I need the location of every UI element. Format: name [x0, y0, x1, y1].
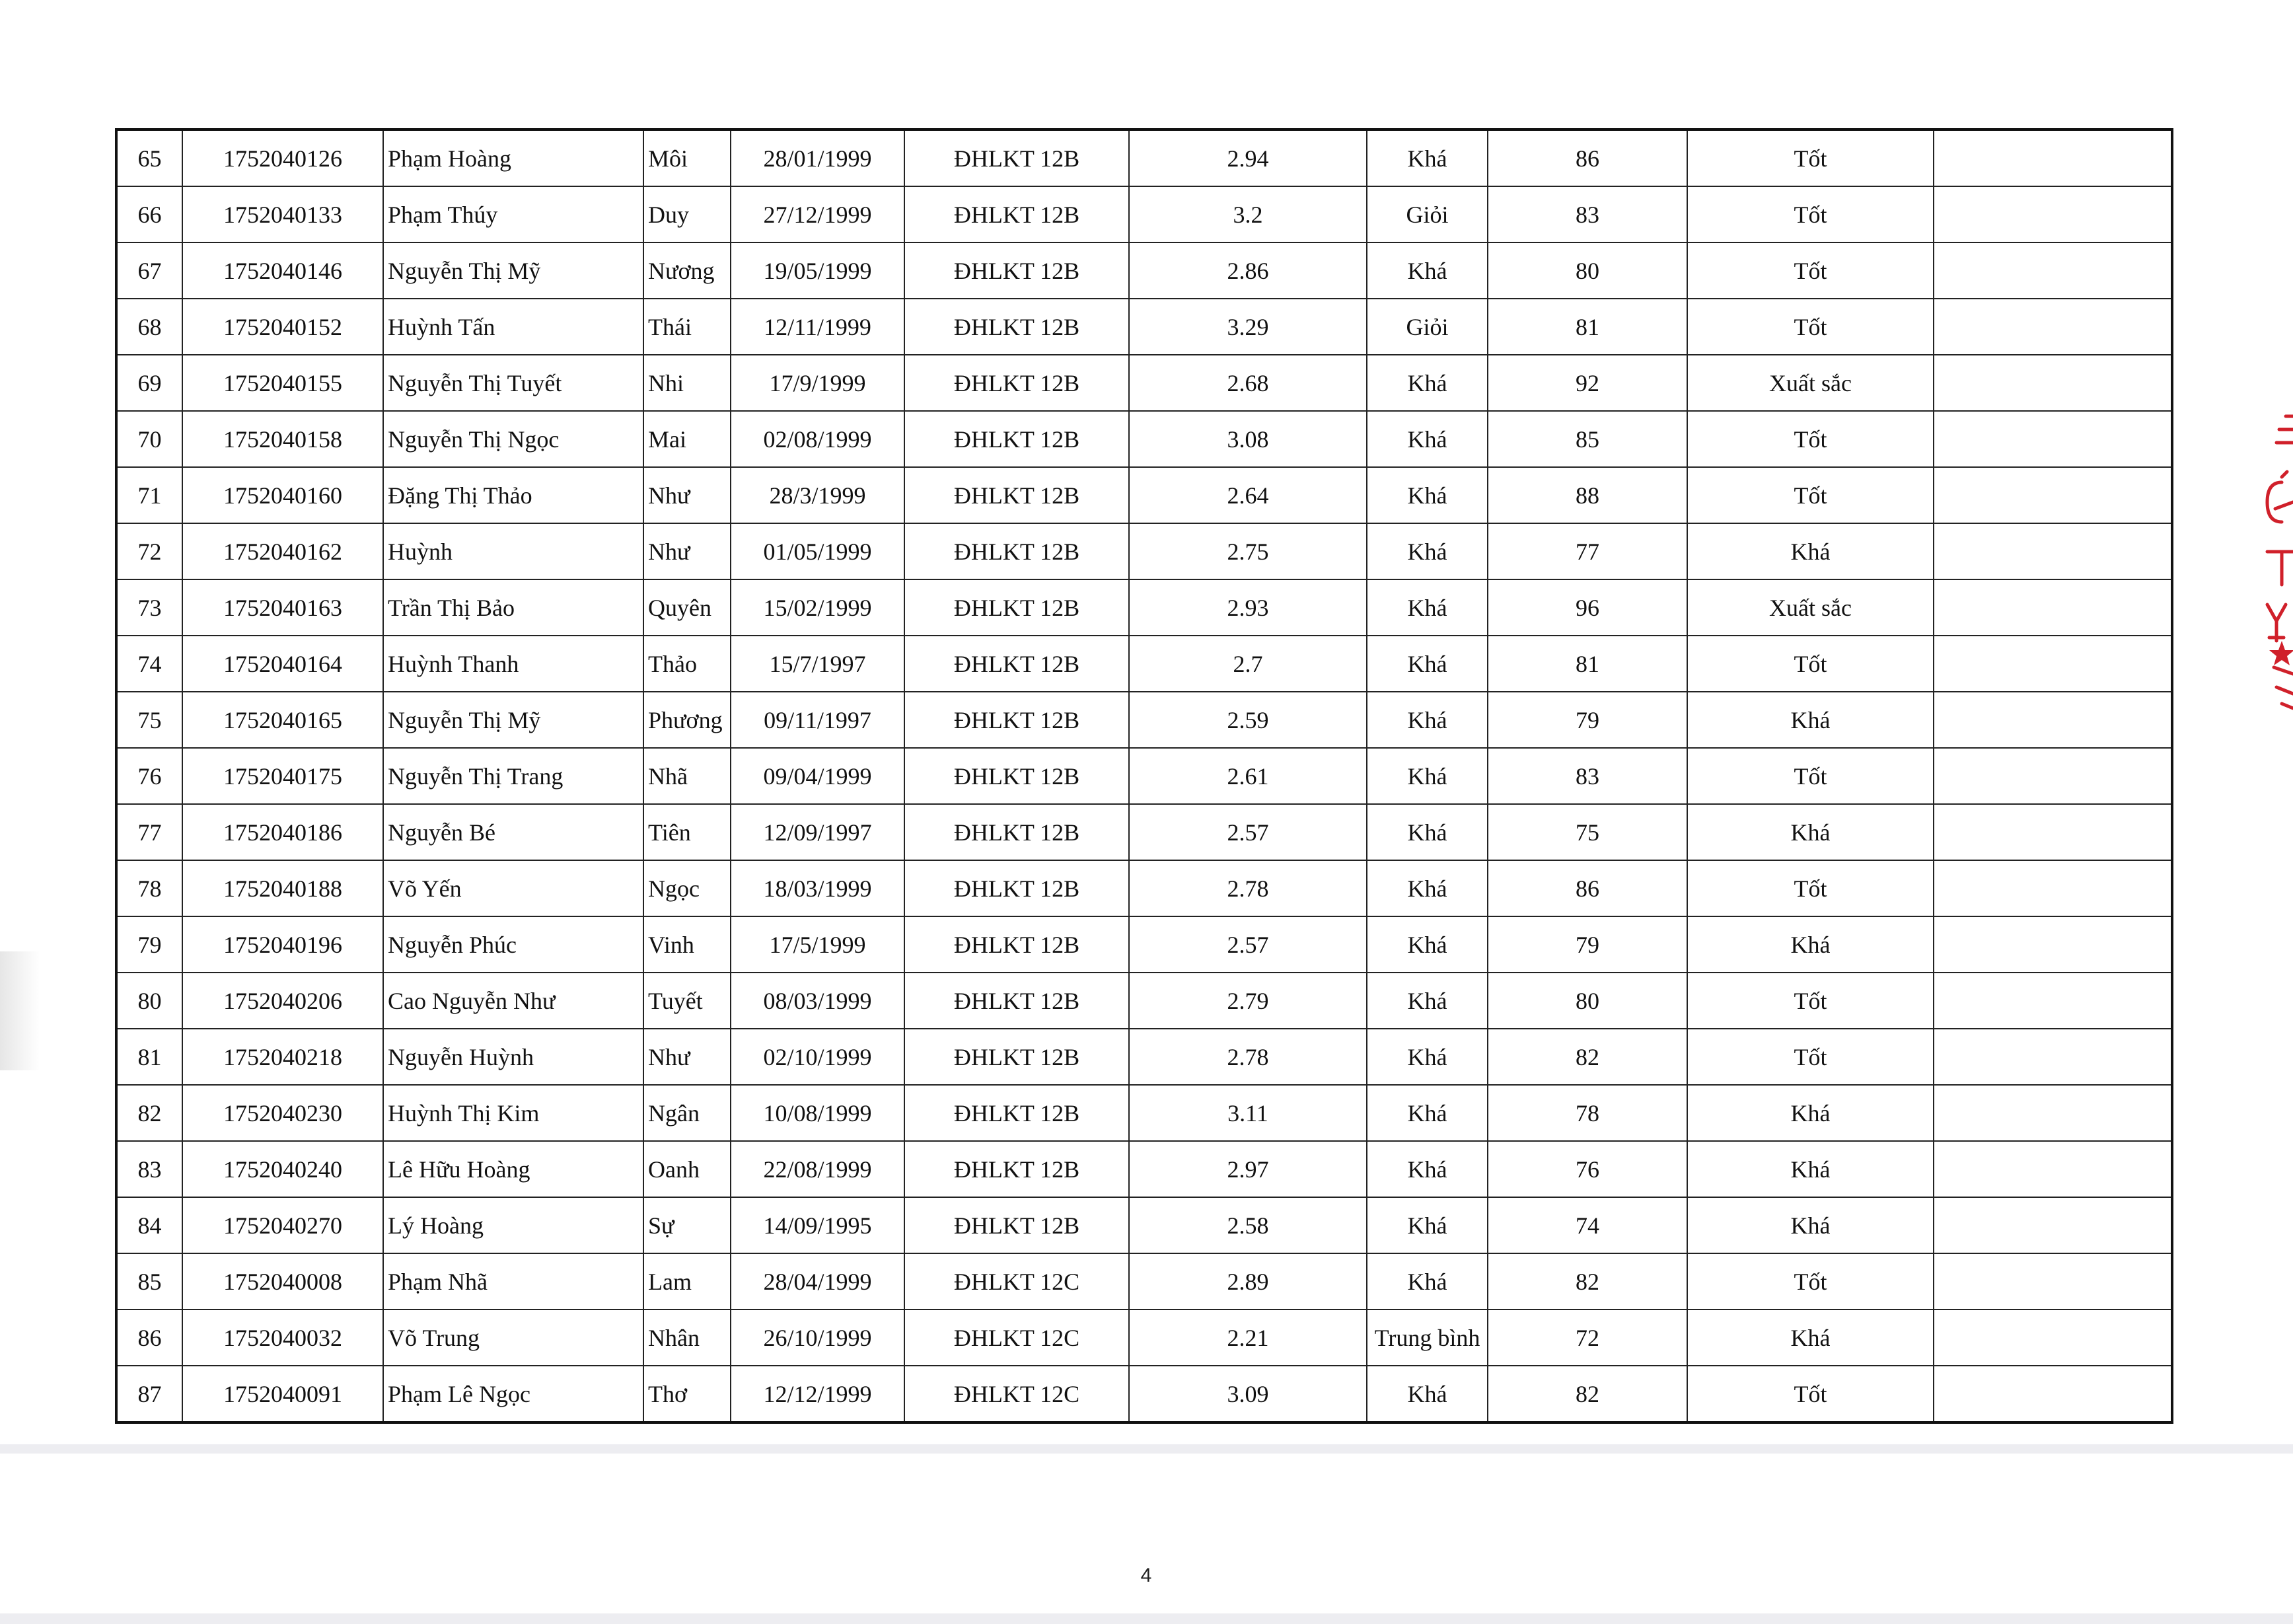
conduct-score-cell: 82 — [1488, 1366, 1687, 1422]
student-id-cell: 1752040163 — [182, 579, 383, 636]
class-cell: ĐHLKT 12B — [904, 299, 1129, 355]
class-cell: ĐHLKT 12B — [904, 804, 1129, 860]
conduct-score-cell: 74 — [1488, 1197, 1687, 1253]
stt-cell: 79 — [116, 916, 182, 973]
table-row — [116, 299, 2172, 355]
gpa-cell: 2.64 — [1129, 467, 1367, 523]
note-cell — [1934, 467, 2172, 523]
birth-date-cell: 26/10/1999 — [731, 1310, 904, 1366]
conduct-score-cell: 85 — [1488, 411, 1687, 467]
conduct-rank-cell: Tốt — [1687, 973, 1934, 1029]
stt-cell: 67 — [116, 242, 182, 299]
conduct-score-cell: 79 — [1488, 916, 1687, 973]
student-id-cell: 1752040186 — [182, 804, 383, 860]
conduct-rank-cell: Tốt — [1687, 748, 1934, 804]
surname-cell: Nguyễn Bé — [383, 804, 643, 860]
table-row — [116, 973, 2172, 1029]
student-id-cell: 1752040162 — [182, 523, 383, 579]
gpa-cell: 3.09 — [1129, 1366, 1367, 1422]
academic-rank-cell: Khá — [1367, 804, 1488, 860]
surname-cell: Phạm Thúy — [383, 186, 643, 242]
table-row — [116, 692, 2172, 748]
table-row — [116, 1141, 2172, 1197]
table-row — [116, 1366, 2172, 1422]
gpa-cell: 2.79 — [1129, 973, 1367, 1029]
stt-cell: 69 — [116, 355, 182, 411]
conduct-rank-cell: Tốt — [1687, 636, 1934, 692]
page-number: 4 — [1140, 1565, 1152, 1586]
given-name-cell: Mai — [643, 411, 731, 467]
conduct-rank-cell: Khá — [1687, 523, 1934, 579]
student-grades-table — [115, 128, 2173, 1424]
student-id-cell: 1752040158 — [182, 411, 383, 467]
class-cell: ĐHLKT 12B — [904, 355, 1129, 411]
note-cell — [1934, 242, 2172, 299]
class-cell: ĐHLKT 12C — [904, 1366, 1129, 1422]
conduct-score-cell: 86 — [1488, 129, 1687, 186]
stt-cell: 72 — [116, 523, 182, 579]
table-row — [116, 523, 2172, 579]
student-id-cell: 1752040133 — [182, 186, 383, 242]
conduct-score-cell: 79 — [1488, 692, 1687, 748]
given-name-cell: Nhã — [643, 748, 731, 804]
scan-artifact-band — [0, 1613, 2293, 1624]
table-row — [116, 1253, 2172, 1310]
class-cell: ĐHLKT 12B — [904, 692, 1129, 748]
surname-cell: Lý Hoàng — [383, 1197, 643, 1253]
note-cell — [1934, 916, 2172, 973]
given-name-cell: Như — [643, 523, 731, 579]
surname-cell: Nguyễn Huỳnh — [383, 1029, 643, 1085]
gpa-cell: 2.86 — [1129, 242, 1367, 299]
class-cell: ĐHLKT 12B — [904, 129, 1129, 186]
conduct-score-cell: 96 — [1488, 579, 1687, 636]
table-row — [116, 1310, 2172, 1366]
surname-cell: Võ Yến — [383, 860, 643, 916]
given-name-cell: Như — [643, 1029, 731, 1085]
birth-date-cell: 27/12/1999 — [731, 186, 904, 242]
conduct-rank-cell: Khá — [1687, 1085, 1934, 1141]
stt-cell: 84 — [116, 1197, 182, 1253]
birth-date-cell: 14/09/1995 — [731, 1197, 904, 1253]
surname-cell: Phạm Hoàng — [383, 129, 643, 186]
gpa-cell: 3.29 — [1129, 299, 1367, 355]
stt-cell: 73 — [116, 579, 182, 636]
table-row — [116, 467, 2172, 523]
gpa-cell: 2.21 — [1129, 1310, 1367, 1366]
academic-rank-cell: Khá — [1367, 467, 1488, 523]
surname-cell: Cao Nguyễn Như — [383, 973, 643, 1029]
gpa-cell: 2.57 — [1129, 916, 1367, 973]
surname-cell: Trần Thị Bảo — [383, 579, 643, 636]
conduct-rank-cell: Xuất sắc — [1687, 579, 1934, 636]
academic-rank-cell: Khá — [1367, 1085, 1488, 1141]
conduct-rank-cell: Tốt — [1687, 1029, 1934, 1085]
stt-cell: 80 — [116, 973, 182, 1029]
stt-cell: 85 — [116, 1253, 182, 1310]
conduct-rank-cell: Tốt — [1687, 299, 1934, 355]
stt-cell: 70 — [116, 411, 182, 467]
academic-rank-cell: Khá — [1367, 748, 1488, 804]
class-cell: ĐHLKT 12B — [904, 748, 1129, 804]
given-name-cell: Thảo — [643, 636, 731, 692]
academic-rank-cell: Khá — [1367, 523, 1488, 579]
conduct-score-cell: 92 — [1488, 355, 1687, 411]
student-id-cell: 1752040196 — [182, 916, 383, 973]
birth-date-cell: 15/02/1999 — [731, 579, 904, 636]
academic-rank-cell: Khá — [1367, 636, 1488, 692]
given-name-cell: Như — [643, 467, 731, 523]
surname-cell: Phạm Lê Ngọc — [383, 1366, 643, 1422]
note-cell — [1934, 1029, 2172, 1085]
conduct-rank-cell: Khá — [1687, 804, 1934, 860]
academic-rank-cell: Khá — [1367, 1366, 1488, 1422]
table-row — [116, 748, 2172, 804]
class-cell: ĐHLKT 12B — [904, 973, 1129, 1029]
table-row — [116, 579, 2172, 636]
student-id-cell: 1752040091 — [182, 1366, 383, 1422]
academic-rank-cell: Giỏi — [1367, 186, 1488, 242]
note-cell — [1934, 804, 2172, 860]
stt-cell: 87 — [116, 1366, 182, 1422]
given-name-cell: Duy — [643, 186, 731, 242]
note-cell — [1934, 692, 2172, 748]
student-id-cell: 1752040188 — [182, 860, 383, 916]
given-name-cell: Ngân — [643, 1085, 731, 1141]
gpa-cell: 2.78 — [1129, 860, 1367, 916]
class-cell: ĐHLKT 12B — [904, 411, 1129, 467]
class-cell: ĐHLKT 12B — [904, 1085, 1129, 1141]
red-seal-stamp-partial — [2233, 403, 2293, 720]
surname-cell: Nguyễn Thị Tuyết — [383, 355, 643, 411]
note-cell — [1934, 1197, 2172, 1253]
surname-cell: Phạm Nhã — [383, 1253, 643, 1310]
gpa-cell: 2.93 — [1129, 579, 1367, 636]
birth-date-cell: 28/04/1999 — [731, 1253, 904, 1310]
gpa-cell: 2.97 — [1129, 1141, 1367, 1197]
student-id-cell: 1752040155 — [182, 355, 383, 411]
note-cell — [1934, 1366, 2172, 1422]
academic-rank-cell: Khá — [1367, 860, 1488, 916]
conduct-rank-cell: Tốt — [1687, 1366, 1934, 1422]
class-cell: ĐHLKT 12B — [904, 467, 1129, 523]
conduct-rank-cell: Tốt — [1687, 129, 1934, 186]
conduct-score-cell: 75 — [1488, 804, 1687, 860]
note-cell — [1934, 579, 2172, 636]
class-cell: ĐHLKT 12B — [904, 916, 1129, 973]
stt-cell: 68 — [116, 299, 182, 355]
note-cell — [1934, 299, 2172, 355]
scan-artifact-smudge — [0, 951, 40, 1070]
conduct-rank-cell: Khá — [1687, 1310, 1934, 1366]
given-name-cell: Nương — [643, 242, 731, 299]
stt-cell: 82 — [116, 1085, 182, 1141]
academic-rank-cell: Khá — [1367, 1197, 1488, 1253]
given-name-cell: Lam — [643, 1253, 731, 1310]
conduct-score-cell: 83 — [1488, 748, 1687, 804]
academic-rank-cell: Giỏi — [1367, 299, 1488, 355]
academic-rank-cell: Khá — [1367, 1029, 1488, 1085]
class-cell: ĐHLKT 12B — [904, 579, 1129, 636]
given-name-cell: Ngọc — [643, 860, 731, 916]
given-name-cell: Quyên — [643, 579, 731, 636]
academic-rank-cell: Khá — [1367, 411, 1488, 467]
student-id-cell: 1752040160 — [182, 467, 383, 523]
academic-rank-cell: Khá — [1367, 916, 1488, 973]
table-row — [116, 804, 2172, 860]
note-cell — [1934, 973, 2172, 1029]
given-name-cell: Sự — [643, 1197, 731, 1253]
conduct-score-cell: 80 — [1488, 242, 1687, 299]
given-name-cell: Vinh — [643, 916, 731, 973]
given-name-cell: Nhân — [643, 1310, 731, 1366]
birth-date-cell: 19/05/1999 — [731, 242, 904, 299]
given-name-cell: Nhi — [643, 355, 731, 411]
class-cell: ĐHLKT 12B — [904, 1141, 1129, 1197]
academic-rank-cell: Khá — [1367, 692, 1488, 748]
surname-cell: Huỳnh Thị Kim — [383, 1085, 643, 1141]
birth-date-cell: 12/11/1999 — [731, 299, 904, 355]
conduct-rank-cell: Khá — [1687, 692, 1934, 748]
note-cell — [1934, 1085, 2172, 1141]
conduct-rank-cell: Khá — [1687, 1141, 1934, 1197]
conduct-rank-cell: Tốt — [1687, 186, 1934, 242]
birth-date-cell: 17/5/1999 — [731, 916, 904, 973]
student-id-cell: 1752040152 — [182, 299, 383, 355]
surname-cell: Nguyễn Thị Ngọc — [383, 411, 643, 467]
student-id-cell: 1752040126 — [182, 129, 383, 186]
birth-date-cell: 10/08/1999 — [731, 1085, 904, 1141]
gpa-cell: 2.94 — [1129, 129, 1367, 186]
conduct-rank-cell: Xuất sắc — [1687, 355, 1934, 411]
birth-date-cell: 12/12/1999 — [731, 1366, 904, 1422]
conduct-score-cell: 88 — [1488, 467, 1687, 523]
class-cell: ĐHLKT 12B — [904, 523, 1129, 579]
class-cell: ĐHLKT 12B — [904, 1029, 1129, 1085]
conduct-rank-cell: Tốt — [1687, 242, 1934, 299]
conduct-rank-cell: Tốt — [1687, 467, 1934, 523]
table-row — [116, 636, 2172, 692]
stt-cell: 81 — [116, 1029, 182, 1085]
table-row — [116, 916, 2172, 973]
conduct-rank-cell: Khá — [1687, 1197, 1934, 1253]
birth-date-cell: 22/08/1999 — [731, 1141, 904, 1197]
stt-cell: 65 — [116, 129, 182, 186]
stt-cell: 71 — [116, 467, 182, 523]
gpa-cell: 3.2 — [1129, 186, 1367, 242]
conduct-score-cell: 81 — [1488, 299, 1687, 355]
stt-cell: 83 — [116, 1141, 182, 1197]
surname-cell: Nguyễn Thị Trang — [383, 748, 643, 804]
academic-rank-cell: Khá — [1367, 579, 1488, 636]
student-id-cell: 1752040175 — [182, 748, 383, 804]
conduct-score-cell: 76 — [1488, 1141, 1687, 1197]
birth-date-cell: 09/11/1997 — [731, 692, 904, 748]
birth-date-cell: 28/01/1999 — [731, 129, 904, 186]
table-row — [116, 129, 2172, 186]
note-cell — [1934, 129, 2172, 186]
birth-date-cell: 28/3/1999 — [731, 467, 904, 523]
scan-artifact-band — [0, 1444, 2293, 1454]
given-name-cell: Thái — [643, 299, 731, 355]
gpa-cell: 3.08 — [1129, 411, 1367, 467]
student-id-cell: 1752040146 — [182, 242, 383, 299]
student-id-cell: 1752040032 — [182, 1310, 383, 1366]
given-name-cell: Tiên — [643, 804, 731, 860]
note-cell — [1934, 1141, 2172, 1197]
student-id-cell: 1752040165 — [182, 692, 383, 748]
student-id-cell: 1752040008 — [182, 1253, 383, 1310]
student-id-cell: 1752040206 — [182, 973, 383, 1029]
table-row — [116, 186, 2172, 242]
table-body — [116, 129, 2172, 1422]
gpa-cell: 2.75 — [1129, 523, 1367, 579]
gpa-cell: 2.78 — [1129, 1029, 1367, 1085]
stt-cell: 75 — [116, 692, 182, 748]
academic-rank-cell: Khá — [1367, 355, 1488, 411]
note-cell — [1934, 636, 2172, 692]
student-id-cell: 1752040164 — [182, 636, 383, 692]
student-id-cell: 1752040218 — [182, 1029, 383, 1085]
conduct-rank-cell: Tốt — [1687, 411, 1934, 467]
gpa-cell: 2.7 — [1129, 636, 1367, 692]
student-id-cell: 1752040240 — [182, 1141, 383, 1197]
table-row — [116, 1085, 2172, 1141]
surname-cell: Nguyễn Thị Mỹ — [383, 242, 643, 299]
conduct-rank-cell: Khá — [1687, 916, 1934, 973]
table-row — [116, 1029, 2172, 1085]
gpa-cell: 3.11 — [1129, 1085, 1367, 1141]
birth-date-cell: 17/9/1999 — [731, 355, 904, 411]
birth-date-cell: 12/09/1997 — [731, 804, 904, 860]
birth-date-cell: 02/08/1999 — [731, 411, 904, 467]
gpa-cell: 2.57 — [1129, 804, 1367, 860]
table-row — [116, 411, 2172, 467]
surname-cell: Huỳnh Tấn — [383, 299, 643, 355]
class-cell: ĐHLKT 12B — [904, 1197, 1129, 1253]
table-row — [116, 242, 2172, 299]
conduct-score-cell: 81 — [1488, 636, 1687, 692]
conduct-score-cell: 83 — [1488, 186, 1687, 242]
birth-date-cell: 08/03/1999 — [731, 973, 904, 1029]
student-id-cell: 1752040270 — [182, 1197, 383, 1253]
class-cell: ĐHLKT 12B — [904, 636, 1129, 692]
conduct-score-cell: 82 — [1488, 1029, 1687, 1085]
conduct-score-cell: 72 — [1488, 1310, 1687, 1366]
note-cell — [1934, 355, 2172, 411]
conduct-score-cell: 82 — [1488, 1253, 1687, 1310]
conduct-score-cell: 78 — [1488, 1085, 1687, 1141]
given-name-cell: Oanh — [643, 1141, 731, 1197]
table-row — [116, 860, 2172, 916]
conduct-rank-cell: Tốt — [1687, 1253, 1934, 1310]
surname-cell: Lê Hữu Hoàng — [383, 1141, 643, 1197]
surname-cell: Nguyễn Phúc — [383, 916, 643, 973]
academic-rank-cell: Khá — [1367, 129, 1488, 186]
note-cell — [1934, 748, 2172, 804]
note-cell — [1934, 411, 2172, 467]
class-cell: ĐHLKT 12B — [904, 186, 1129, 242]
birth-date-cell: 01/05/1999 — [731, 523, 904, 579]
stt-cell: 66 — [116, 186, 182, 242]
student-id-cell: 1752040230 — [182, 1085, 383, 1141]
gpa-cell: 2.58 — [1129, 1197, 1367, 1253]
conduct-score-cell: 86 — [1488, 860, 1687, 916]
conduct-score-cell: 77 — [1488, 523, 1687, 579]
academic-rank-cell: Khá — [1367, 242, 1488, 299]
class-cell: ĐHLKT 12B — [904, 242, 1129, 299]
gpa-cell: 2.89 — [1129, 1253, 1367, 1310]
given-name-cell: Tuyết — [643, 973, 731, 1029]
birth-date-cell: 15/7/1997 — [731, 636, 904, 692]
academic-rank-cell: Khá — [1367, 973, 1488, 1029]
given-name-cell: Môi — [643, 129, 731, 186]
stt-cell: 77 — [116, 804, 182, 860]
stt-cell: 74 — [116, 636, 182, 692]
birth-date-cell: 18/03/1999 — [731, 860, 904, 916]
class-cell: ĐHLKT 12B — [904, 860, 1129, 916]
birth-date-cell: 09/04/1999 — [731, 748, 904, 804]
surname-cell: Huỳnh Thanh — [383, 636, 643, 692]
gpa-cell: 2.68 — [1129, 355, 1367, 411]
note-cell — [1934, 523, 2172, 579]
note-cell — [1934, 860, 2172, 916]
surname-cell: Võ Trung — [383, 1310, 643, 1366]
conduct-rank-cell: Tốt — [1687, 860, 1934, 916]
academic-rank-cell: Khá — [1367, 1253, 1488, 1310]
given-name-cell: Thơ — [643, 1366, 731, 1422]
note-cell — [1934, 1310, 2172, 1366]
stt-cell: 78 — [116, 860, 182, 916]
note-cell — [1934, 186, 2172, 242]
academic-rank-cell: Khá — [1367, 1141, 1488, 1197]
class-cell: ĐHLKT 12C — [904, 1253, 1129, 1310]
note-cell — [1934, 1253, 2172, 1310]
class-cell: ĐHLKT 12C — [904, 1310, 1129, 1366]
birth-date-cell: 02/10/1999 — [731, 1029, 904, 1085]
gpa-cell: 2.59 — [1129, 692, 1367, 748]
surname-cell: Đặng Thị Thảo — [383, 467, 643, 523]
surname-cell: Nguyễn Thị Mỹ — [383, 692, 643, 748]
gpa-cell: 2.61 — [1129, 748, 1367, 804]
given-name-cell: Phương — [643, 692, 731, 748]
stt-cell: 86 — [116, 1310, 182, 1366]
table-row — [116, 1197, 2172, 1253]
surname-cell: Huỳnh — [383, 523, 643, 579]
academic-rank-cell: Trung bình — [1367, 1310, 1488, 1366]
stt-cell: 76 — [116, 748, 182, 804]
table-row — [116, 355, 2172, 411]
conduct-score-cell: 80 — [1488, 973, 1687, 1029]
